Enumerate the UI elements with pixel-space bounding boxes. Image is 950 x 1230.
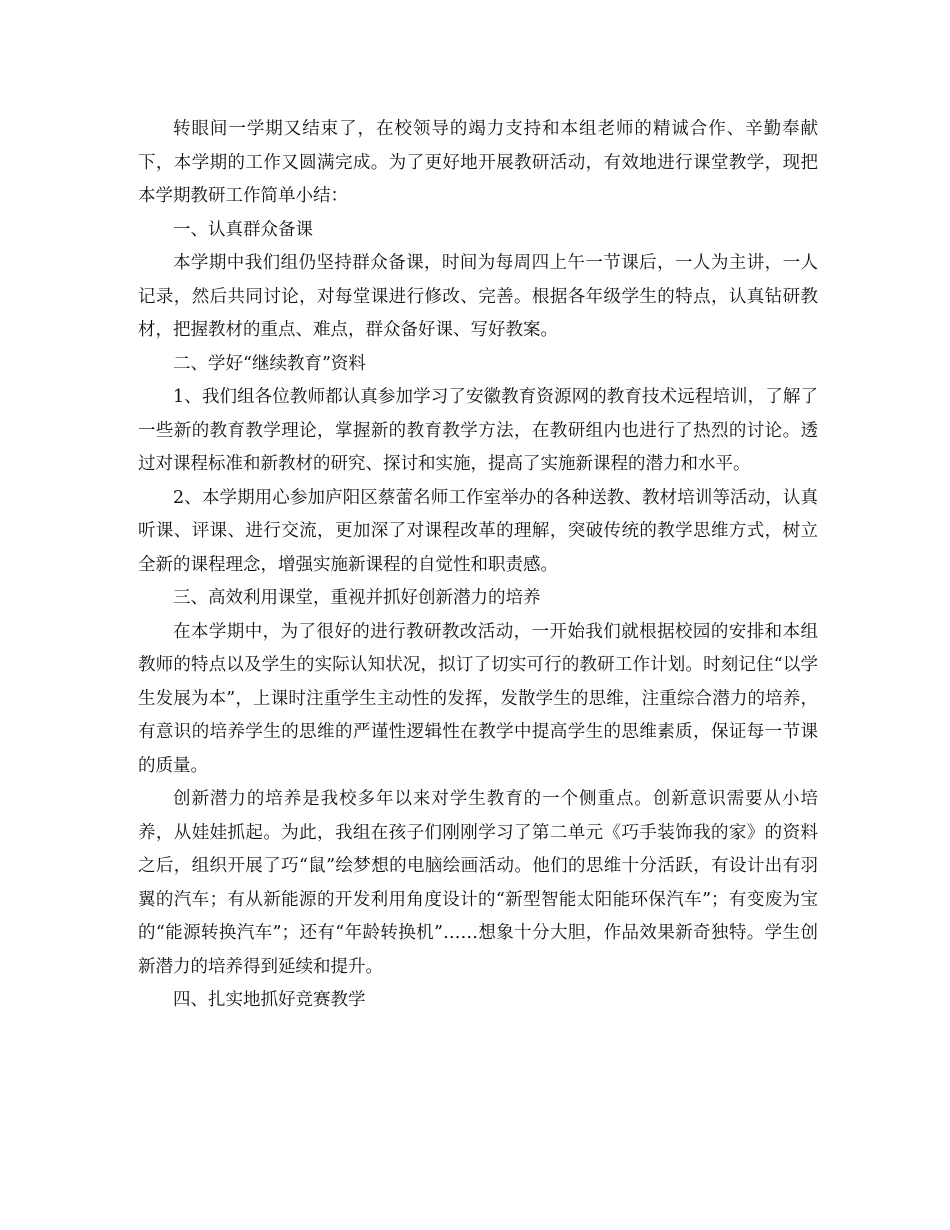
section-heading-4: 四、扎实地抓好竞赛教学: [173, 990, 366, 1010]
body-paragraph: 1、我们组各位教师都认真参加学习了安徽教育资源网的教育技术远程培训，了解了一些新的教育教学理论，掌握新的教育教学方法，在教研组内也进行了热烈的讨论。透过对课程标准和新教材的研究、探讨和实施，提高了实施新课程的潜力和水平。: [138, 387, 818, 474]
section-heading-1: 一、认真群众备课: [173, 219, 313, 240]
body-paragraph: 在本学期中，为了很好的进行教研教改活动，一开始我们就根据校园的安排和本组教师的特点以及学生的实际认知状况，拟订了切实可行的教研工作计划。时刻记住“以学生发展为本”，上课时注重学生主动性的发挥，发散学生的思维，注重综合潜力的培养，有意识的培养学生的思维的严谨性逻辑性在教学中提高学生的思维素质，保证每一节课的质量。: [138, 621, 818, 776]
body-paragraph: 2、本学期用心参加庐阳区蔡蕾名师工作室举办的各种送教、教材培训等活动，认真听课、评课、进行交流，更加深了对课程改革的理解，突破传统的教学思维方式，树立全新的课程理念，增强实施新课程的自觉性和职责感。: [138, 487, 818, 575]
section-heading-2: 二、学好“继续教育”资料: [173, 353, 366, 374]
section-heading-3: 三、高效利用课堂，重视并抓好创新潜力的培养: [173, 588, 541, 608]
body-paragraph: 本学期中我们组仍坚持群众备课，时间为每周四上午一节课后，一人为主讲，一人记录，然后共同讨论，对每堂课进行修改、完善。根据各年级学生的特点，认真钻研教材，把握教材的重点、难点，群众备好课、写好教案。: [138, 253, 818, 340]
intro-paragraph: 转眼间一学期又结束了，在校领导的竭力支持和本组老师的精诚合作、辛勤奉献下，本学期的工作又圆满完成。为了更好地开展教研活动，有效地进行课堂教学，现把本学期教研工作简单小结：: [138, 119, 818, 206]
body-paragraph: 创新潜力的培养是我校多年以来对学生教育的一个侧重点。创新意识需要从小培养，从娃娃抓起。为此，我组在孩子们刚刚学习了第二单元《巧手装饰我的家》的资料之后，组织开展了巧“鼠”绘梦想的电脑绘画活动。他们的思维十分活跃，有设计出有羽翼的汽车；有从新能源的开发利用角度设计的“新型智能太阳能环保汽车”；有变废为宝的“能源转换汽车”；还有“年龄转换机”……想象十分大胆，作品效果新奇独特。学生创新潜力的培养得到延续和提升。: [138, 789, 818, 977]
document-body: [138, 113, 818, 1018]
